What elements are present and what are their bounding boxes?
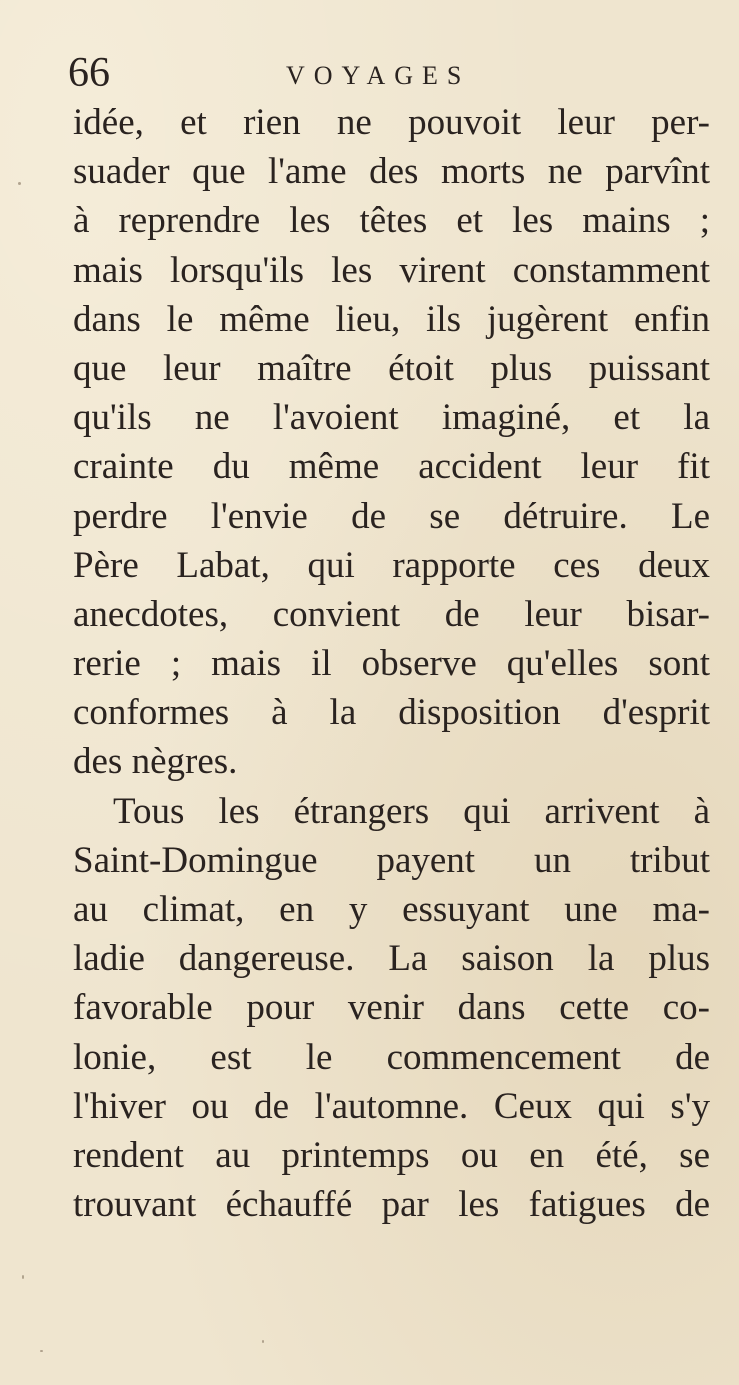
text-line: Saint-Domingue payent un tribut bbox=[73, 839, 710, 881]
paper-speck bbox=[40, 1350, 43, 1352]
text-line: conformes à la disposition d'esprit bbox=[73, 692, 710, 734]
text-line: au climat, en y essuyant une ma- bbox=[73, 889, 710, 930]
paper-speck bbox=[22, 1275, 24, 1279]
paper-speck bbox=[18, 182, 21, 185]
paragraph-first-line: Tous les étrangers qui arrivent à bbox=[113, 790, 710, 832]
text-line: qu'ils ne l'avoient imaginé, et la bbox=[73, 397, 710, 439]
body-text bbox=[73, 98, 710, 1229]
text-line: favorable pour venir dans cette co- bbox=[73, 987, 710, 1029]
text-line: anecdotes, convient de leur bisar- bbox=[73, 593, 710, 635]
text-line: Père Labat, qui rapporte ces deux bbox=[73, 544, 710, 586]
text-line: trouvant échauffé par les fatigues de bbox=[73, 1184, 710, 1226]
text-line: suader que l'ame des morts ne parvînt bbox=[73, 151, 710, 193]
text-line: ladie dangereuse. La saison la plus bbox=[73, 938, 710, 980]
text-line: dans le même lieu, ils jugèrent enfin bbox=[73, 298, 710, 340]
text-line: idée, et rien ne pouvoit leur per- bbox=[73, 102, 710, 143]
text-line: des nègres. bbox=[73, 741, 238, 783]
text-line: l'hiver ou de l'automne. Ceux qui s'y bbox=[73, 1085, 710, 1127]
text-line: rerie ; mais il observe qu'elles sont bbox=[73, 643, 710, 685]
running-head: VOYAGES bbox=[286, 61, 471, 90]
text-line: lonie, est le commencement de bbox=[73, 1036, 710, 1078]
text-line: rendent au printemps ou en été, se bbox=[73, 1134, 710, 1176]
paper-speck bbox=[262, 1340, 264, 1343]
text-line: mais lorsqu'ils les virent constamment bbox=[73, 249, 710, 291]
page-number: 66 bbox=[68, 50, 110, 96]
text-line: à reprendre les têtes et les mains ; bbox=[73, 200, 710, 242]
text-line: que leur maître étoit plus puissant bbox=[73, 347, 710, 389]
text-line: perdre l'envie de se détruire. Le bbox=[73, 495, 710, 537]
text-line: crainte du même accident leur fit bbox=[73, 446, 710, 488]
